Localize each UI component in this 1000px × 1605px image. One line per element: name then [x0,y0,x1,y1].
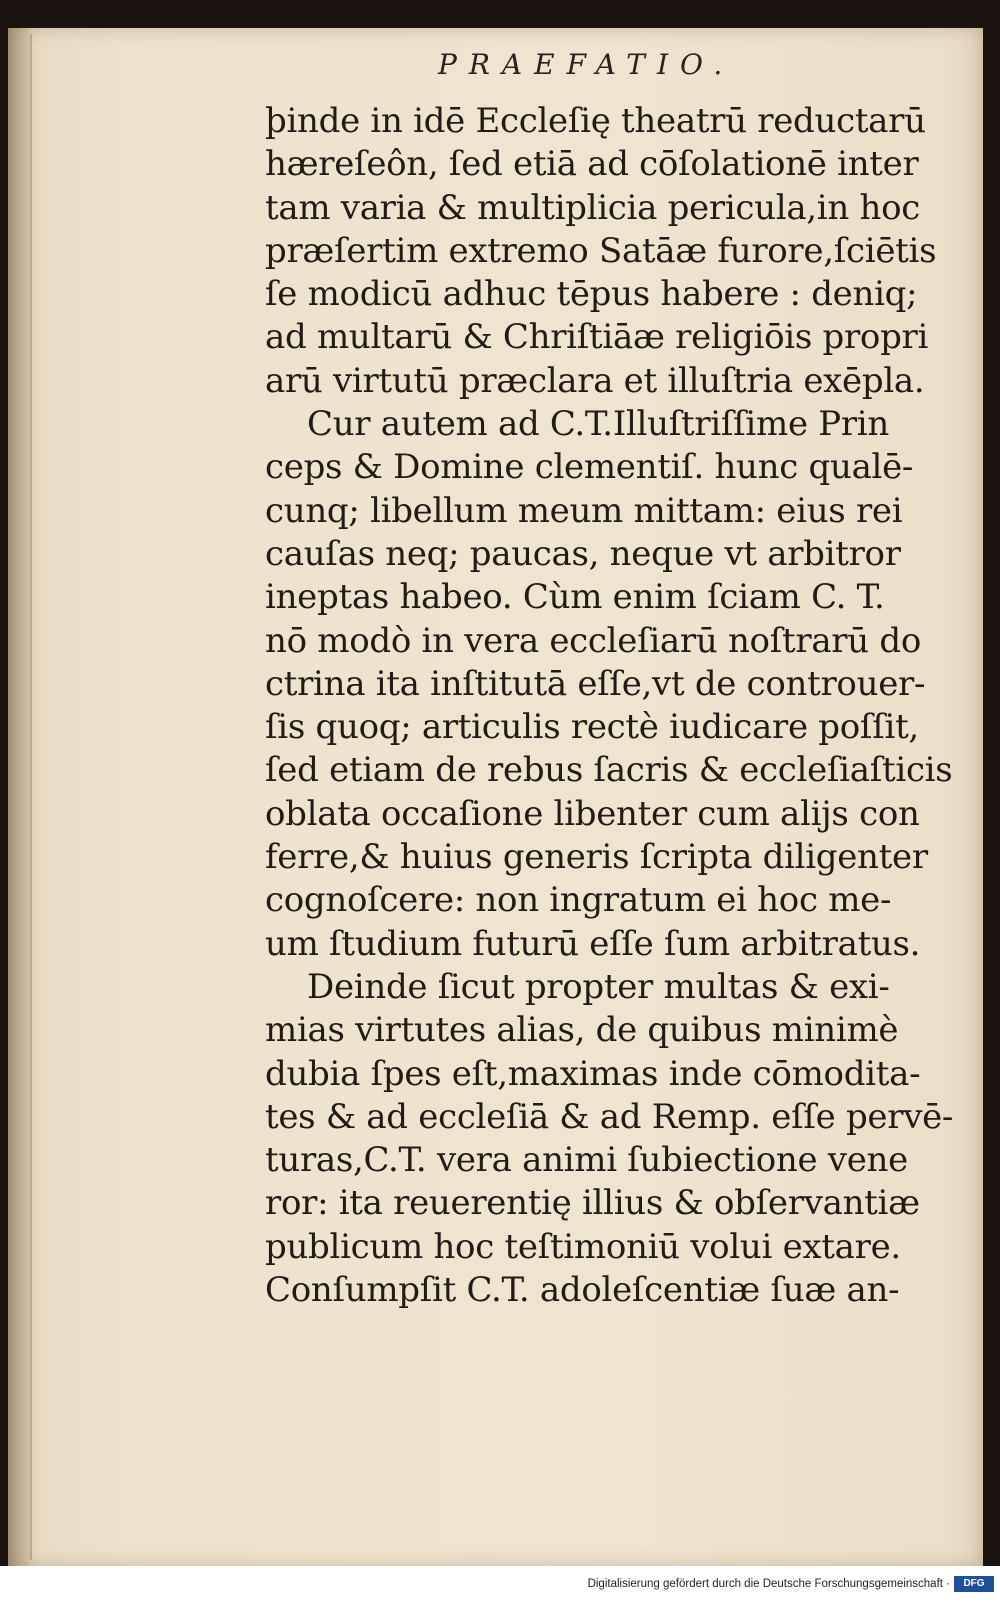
text-line: cunq; libellum meum mittam: eius rei [265,490,903,531]
text-line: ror: ita reuerentię illius & obſervantiæ [265,1183,920,1224]
running-header: PRAEFATIO. [438,48,735,81]
text-line: Deinde ſicut propter multas & exi- [307,966,890,1007]
text-line: mias virtutes alias, de quibus minimè [265,1010,899,1051]
page-gutter [8,28,30,1566]
text-line: ctrina ita inſtitutā eſſe,vt de controuer- [265,663,926,704]
text-line: nō modò in vera eccleſiarū noſtrarū do [265,620,921,661]
text-line: cauſas neq; paucas, neque vt arbitror [265,533,901,574]
page-edge [30,34,32,1560]
text-line: cognoſcere: non ingratum ei hoc me- [265,880,892,921]
text-line: ceps & Domine clementiſ. hunc qualē- [265,447,914,488]
text-line: hæreſeôn, ſed etiā ad cōſolationē inter [265,144,919,185]
text-line: ad multarū & Chriſtiāæ religiōis propri [265,317,929,358]
text-line: um ſtudium futurū eſſe ſum arbitratus. [265,923,921,964]
text-line: arū virtutū præclara et illuſtria exēpla. [265,360,925,401]
text-line: þinde in idē Eccleſię theatrū reductarū [265,101,926,141]
book-page [8,28,983,1566]
text-line: ſe modicū adhuc tēpus habere : deniq; [265,274,918,315]
text-line: tam varia & multiplicia pericula,in hoc [265,187,920,228]
text-line: ineptas habeo. Cùm enim ſciam C. T. [265,577,885,618]
text-line: dubia ſpes eſt,maximas inde cōmodita- [265,1053,921,1094]
text-line: ſis quoq; articulis rectè iudicare poſſit, [265,707,919,748]
text-line: tes & ad eccleſiā & ad Remp. eſſe pervē- [265,1096,954,1137]
funding-credit: Digitalisierung gefördert durch die Deutsche Forschungsgemeinschaft · [587,1578,950,1590]
text-line: præſertim extremo Satāæ furore,ſciētis [265,230,937,271]
dfg-logo-icon: DFG [954,1576,994,1592]
text-block [265,100,954,1312]
text-line: Conſumpſit C.T. adoleſcentiæ ſuæ an- [265,1270,900,1311]
text-line: turas,C.T. vera animi ſubiectione vene [265,1140,908,1181]
text-line: oblata occaſione libenter cum alijs con [265,793,920,834]
text-line: ferre,& huius generis ſcripta diligenter [265,837,928,878]
text-line: ſed etiam de rebus ſacris & eccleſiaſticis [265,750,953,791]
footer-bar [0,1566,1000,1605]
text-line: Cur autem ad C.T.Illuſtriſſime Prin [307,404,889,445]
text-line: publicum hoc teſtimoniū volui extare. [265,1226,901,1267]
